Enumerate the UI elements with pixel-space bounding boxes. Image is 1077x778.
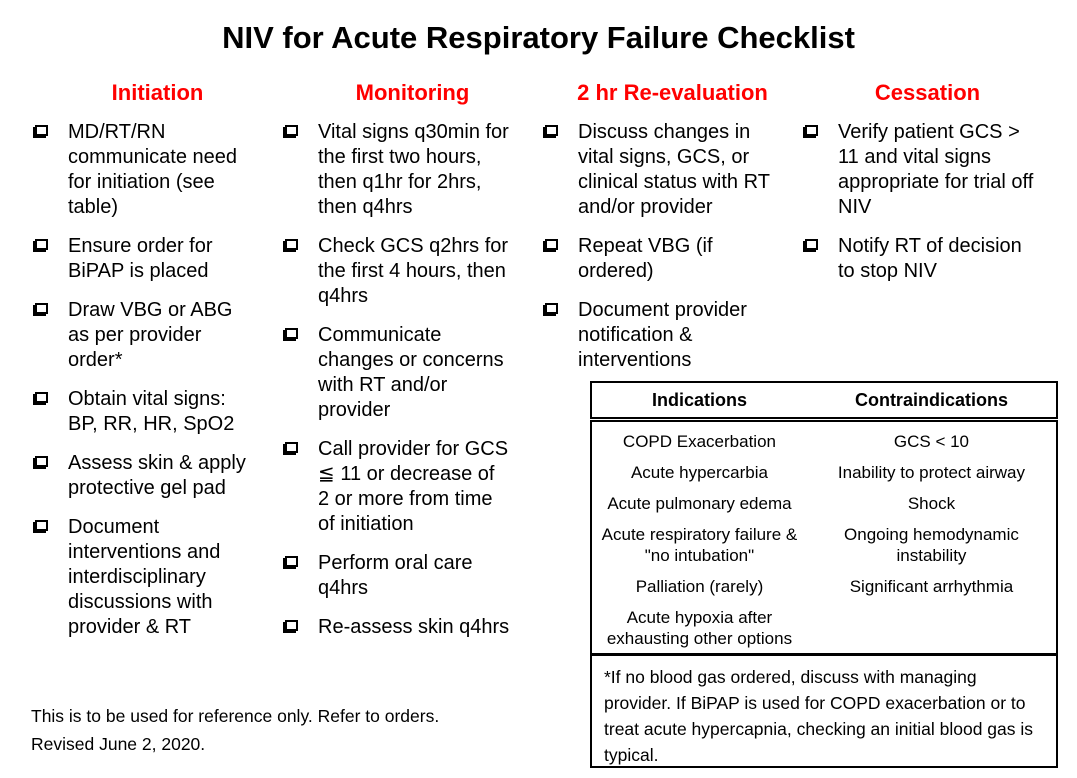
checklist-column-1	[30, 80, 280, 654]
table-row	[591, 602, 1057, 655]
checklist-item	[545, 234, 800, 284]
page-title: NIV for Acute Respiratory Failure Checklist	[222, 20, 855, 55]
checklist-item	[805, 120, 1050, 220]
table-row	[591, 488, 1057, 519]
checkbox-icon	[35, 456, 48, 467]
table-row	[591, 457, 1057, 488]
checklist-item-text: Vital signs q30min for the first two hours, then q1hr for 2hrs, then q4hrs	[318, 121, 509, 218]
checkbox-icon	[35, 303, 48, 314]
reference-note	[31, 702, 439, 758]
column-header: Cessation	[874, 80, 981, 105]
table-cell: Palliation (rarely)	[635, 577, 764, 596]
checklist-item-text: Check GCS q2hrs for the first 4 hours, then q4hrs	[318, 235, 509, 307]
table-cell: Acute pulmonary edema	[607, 494, 792, 513]
checklist-item	[285, 551, 540, 601]
table-cell: Ongoing hemodynamic instability	[844, 525, 1019, 565]
checkbox-icon	[285, 620, 298, 631]
table-header-cell: Contraindications	[807, 382, 1057, 420]
checklist-item-text: Re-assess skin q4hrs	[318, 616, 510, 638]
checklist-item	[285, 120, 540, 220]
checklist-item	[545, 298, 800, 373]
checklist-item-text: Notify RT of decision to stop NIV	[838, 235, 1022, 282]
reference-note-line2: Revised June 2, 2020.	[31, 734, 206, 754]
checklist-column-2	[280, 80, 540, 654]
table-cell: Acute hypoxia after exhausting other options	[606, 608, 793, 648]
column-header: Initiation	[111, 80, 204, 105]
column-header: 2 hr Re-evaluation	[577, 80, 768, 105]
table-cell: Acute respiratory failure & "no intubation"	[601, 525, 798, 565]
checklist-item-text: Communicate changes or concerns with RT and/or provider	[318, 324, 504, 421]
checkbox-icon	[285, 125, 298, 136]
checklist-item-text: Document interventions and interdisciplinary discussions with provider & RT	[68, 516, 221, 638]
checklist-item	[545, 120, 800, 220]
checkbox-icon	[545, 239, 558, 250]
checklist-item	[285, 615, 540, 640]
checklist-item-text: Assess skin & apply protective gel pad	[68, 452, 246, 499]
checkbox-icon	[285, 442, 298, 453]
checklist-item-text: MD/RT/RN communicate need for initiation (see table)	[68, 121, 237, 218]
checklist-item-text: Draw VBG or ABG as per provider order*	[68, 299, 233, 371]
checklist-item	[805, 234, 1050, 284]
table-cell: Acute hypercarbia	[630, 463, 768, 482]
table-cell: Significant arrhythmia	[849, 577, 1014, 596]
checklist-item-text: Discuss changes in vital signs, GCS, or clinical status with RT and/or provider	[578, 121, 770, 218]
table-row	[591, 420, 1057, 458]
checkbox-icon	[35, 392, 48, 403]
checklist-item	[35, 451, 280, 501]
table-cell	[807, 602, 1057, 655]
checkbox-icon	[35, 520, 48, 531]
checklist-item	[35, 387, 280, 437]
checklist-item	[285, 234, 540, 309]
checklist-item	[35, 515, 280, 640]
indications-table	[590, 381, 1058, 656]
table-cell: COPD Exacerbation	[622, 432, 776, 451]
checkbox-icon	[805, 125, 818, 136]
table-cell: GCS < 10	[893, 432, 970, 451]
table-header-row	[591, 382, 1057, 420]
checkbox-icon	[285, 556, 298, 567]
checklist-item	[285, 323, 540, 423]
checklist-item	[35, 234, 280, 284]
checklist-item-text: Call provider for GCS ≦ 11 or decrease of 2 or more from time of initiation	[318, 438, 509, 535]
checkbox-icon	[545, 125, 558, 136]
checkbox-icon	[285, 239, 298, 250]
checklist-item-text: Repeat VBG (if ordered)	[578, 235, 713, 282]
footnote-box: *If no blood gas ordered, discuss with managing provider. If BiPAP is used for COPD exacerbation or to treat acute hypercapnia, checking an initial blood gas is typical.	[590, 653, 1058, 768]
checkbox-icon	[35, 125, 48, 136]
checklist-item-text: Ensure order for BiPAP is placed	[68, 235, 213, 282]
checklist-item-text: Obtain vital signs: BP, RR, HR, SpO2	[68, 388, 235, 435]
table-header-cell: Indications	[591, 382, 807, 420]
checkbox-icon	[545, 303, 558, 314]
checkbox-icon	[805, 239, 818, 250]
checkbox-icon	[285, 328, 298, 339]
checklist-item-text: Perform oral care q4hrs	[318, 552, 473, 599]
table-cell: Inability to protect airway	[837, 463, 1025, 482]
reference-note-line1: This is to be used for reference only. Refer to orders.	[31, 706, 440, 726]
table-body	[591, 420, 1057, 656]
checklist-item-text: Document provider notification & interventions	[578, 299, 747, 371]
table-row	[591, 519, 1057, 571]
checkbox-icon	[35, 239, 48, 250]
checklist-item	[35, 120, 280, 220]
checklist-item	[35, 298, 280, 373]
checklist-item-text: Verify patient GCS > 11 and vital signs appropriate for trial off NIV	[838, 121, 1034, 218]
column-header: Monitoring	[355, 80, 470, 105]
table-cell: Shock	[907, 494, 956, 513]
checklist-item	[285, 437, 540, 537]
table-row	[591, 571, 1057, 602]
